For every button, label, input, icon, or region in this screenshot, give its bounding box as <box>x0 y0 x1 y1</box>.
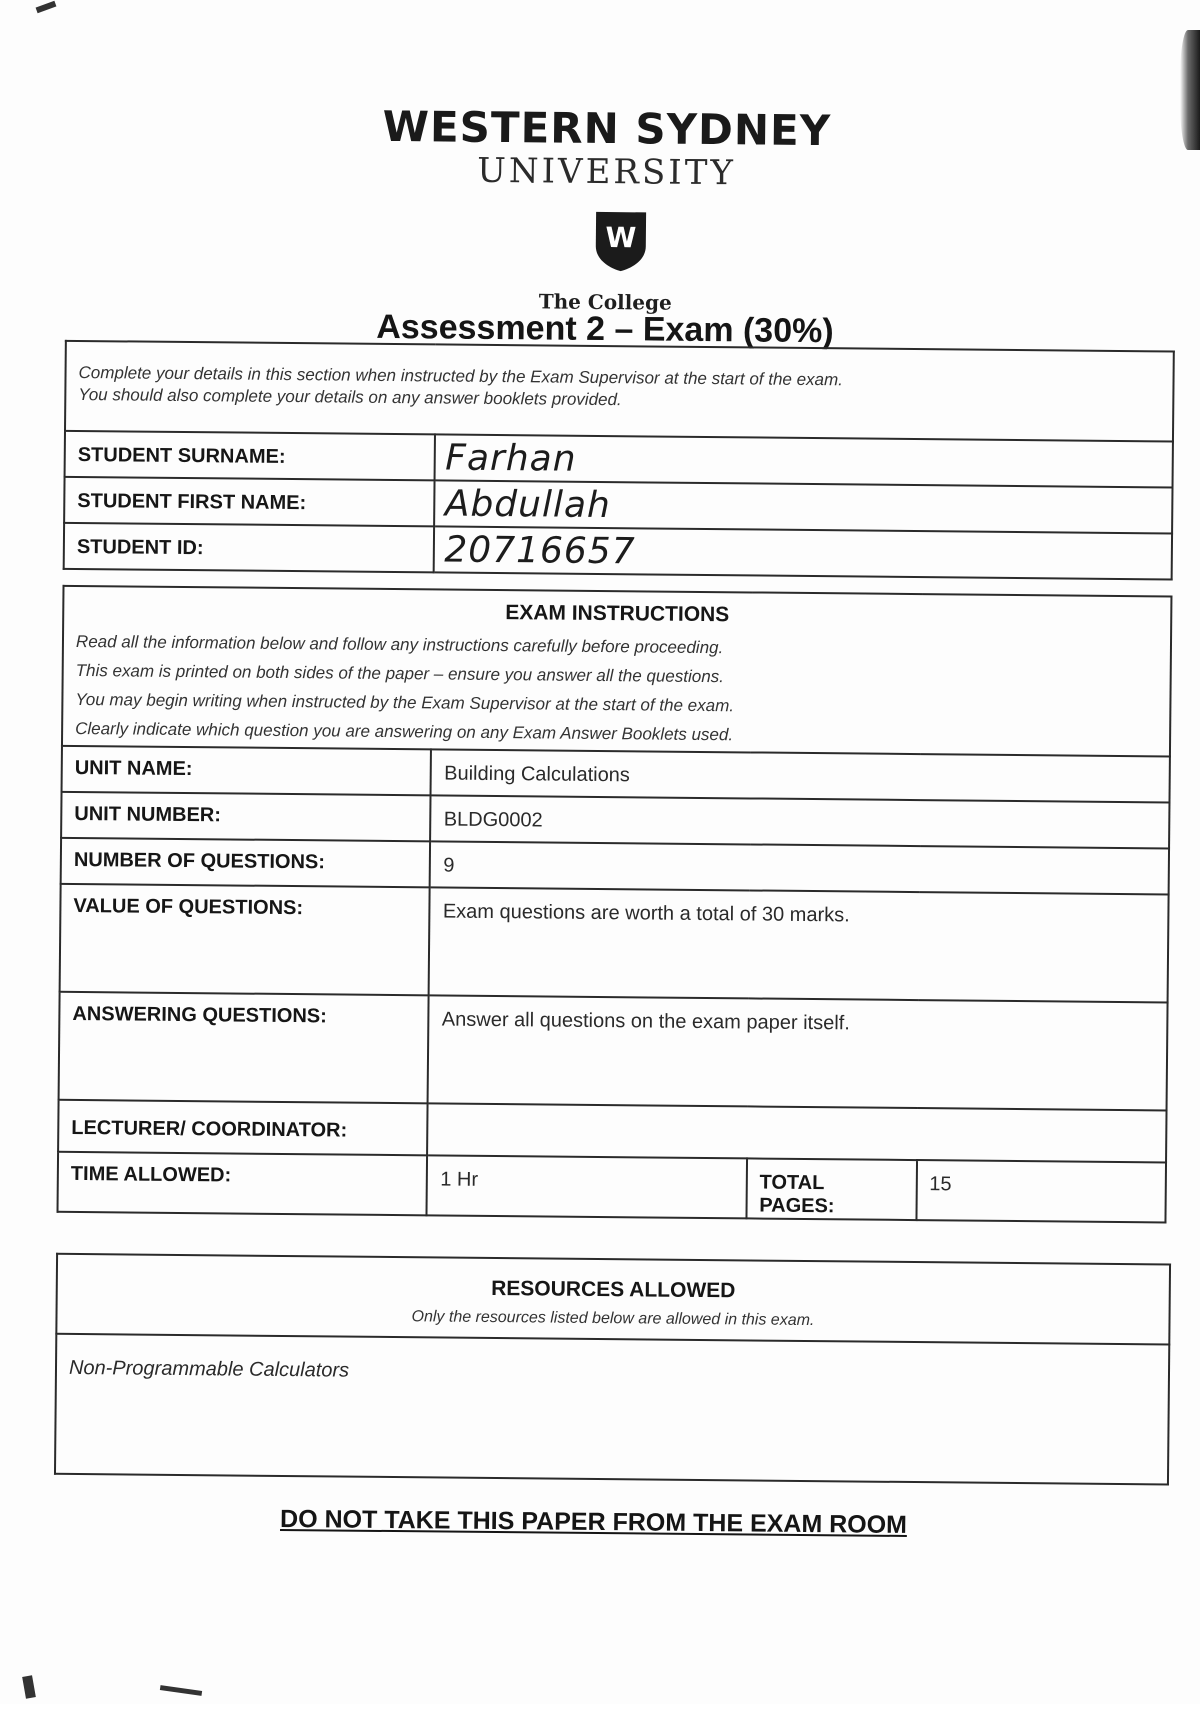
instructions-box <box>62 586 1171 757</box>
university-crest-icon <box>594 210 649 273</box>
surname-field[interactable] <box>434 434 1173 487</box>
details-note <box>65 341 1174 442</box>
resources-heading: RESOURCES ALLOWED <box>491 1276 736 1303</box>
details-note-line: Complete your details in this section when instructed by the Exam Supervisor at the start of the exam. <box>78 362 844 390</box>
first-name-value: Abdullah <box>444 483 612 527</box>
student-id-label: STUDENT ID: <box>64 523 434 573</box>
num-questions-label: NUMBER OF QUESTIONS: <box>61 838 431 888</box>
exam-instructions-table <box>56 585 1172 1224</box>
surname-label: STUDENT SURNAME: <box>65 431 435 481</box>
page-title: Assessment 2 – Exam (30%) <box>376 307 834 351</box>
time-allowed-value: 1 Hr <box>427 1155 747 1218</box>
value-questions-value: Exam questions are worth a total of 30 marks. <box>429 887 1169 1002</box>
instructions-line: You may begin writing when instructed by the Exam Supervisor at the start of the exam. <box>75 689 735 716</box>
university-subtitle: UNIVERSITY <box>476 150 737 194</box>
resources-allowed-table <box>54 1253 1171 1486</box>
crest-letter: W <box>605 221 637 255</box>
answering-questions-value: Answer all questions on the exam paper itself. <box>428 995 1168 1110</box>
resource-item: Non-Programmable Calculators <box>68 1356 350 1382</box>
university-name: WESTERN SYDNEY <box>382 101 832 156</box>
surname-value: Farhan <box>445 437 577 480</box>
student-id-value: 20716657 <box>444 529 636 573</box>
footer-warning: DO NOT TAKE THIS PAPER FROM THE EXAM ROOM <box>279 1504 908 1539</box>
value-questions-label: VALUE OF QUESTIONS: <box>60 884 431 996</box>
first-name-field[interactable] <box>434 480 1173 533</box>
lecturer-label: LECTURER/ COORDINATOR: <box>58 1100 428 1156</box>
college-name: The College <box>538 289 672 315</box>
resources-header-box <box>56 1254 1170 1345</box>
instructions-line-text: This exam is printed on both sides of the paper – ensure you answer all the questions. <box>75 660 725 687</box>
unit-number-label: UNIT NUMBER: <box>61 792 431 842</box>
time-allowed-label: TIME ALLOWED: <box>58 1152 428 1216</box>
student-id-field[interactable] <box>433 526 1172 579</box>
unit-name-label: UNIT NAME: <box>62 746 432 796</box>
total-pages-label: TOTAL PAGES: <box>746 1158 916 1220</box>
lecturer-field[interactable] <box>428 1103 1167 1162</box>
unit-number-value: BLDG0002 <box>431 795 1170 848</box>
instructions-line: Clearly indicate which question you are answering on any Exam Answer Booklets used. <box>75 718 734 745</box>
first-name-label: STUDENT FIRST NAME: <box>64 477 434 527</box>
answering-questions-label: ANSWERING QUESTIONS: <box>59 992 430 1104</box>
student-details-table <box>63 340 1175 581</box>
total-pages-value: 15 <box>916 1160 1166 1222</box>
resources-subheading: Only the resources listed below are allowed in this exam. <box>411 1308 815 1330</box>
instructions-line: Read all the information below and follow any instructions carefully before proceeding. <box>75 631 724 658</box>
instructions-heading: EXAM INSTRUCTIONS <box>505 601 730 627</box>
resources-list <box>55 1334 1169 1485</box>
num-questions-value: 9 <box>430 841 1169 894</box>
unit-name-value: Building Calculations <box>431 749 1170 802</box>
details-note-line: You should also complete your details on any answer booklets provided. <box>78 384 622 410</box>
